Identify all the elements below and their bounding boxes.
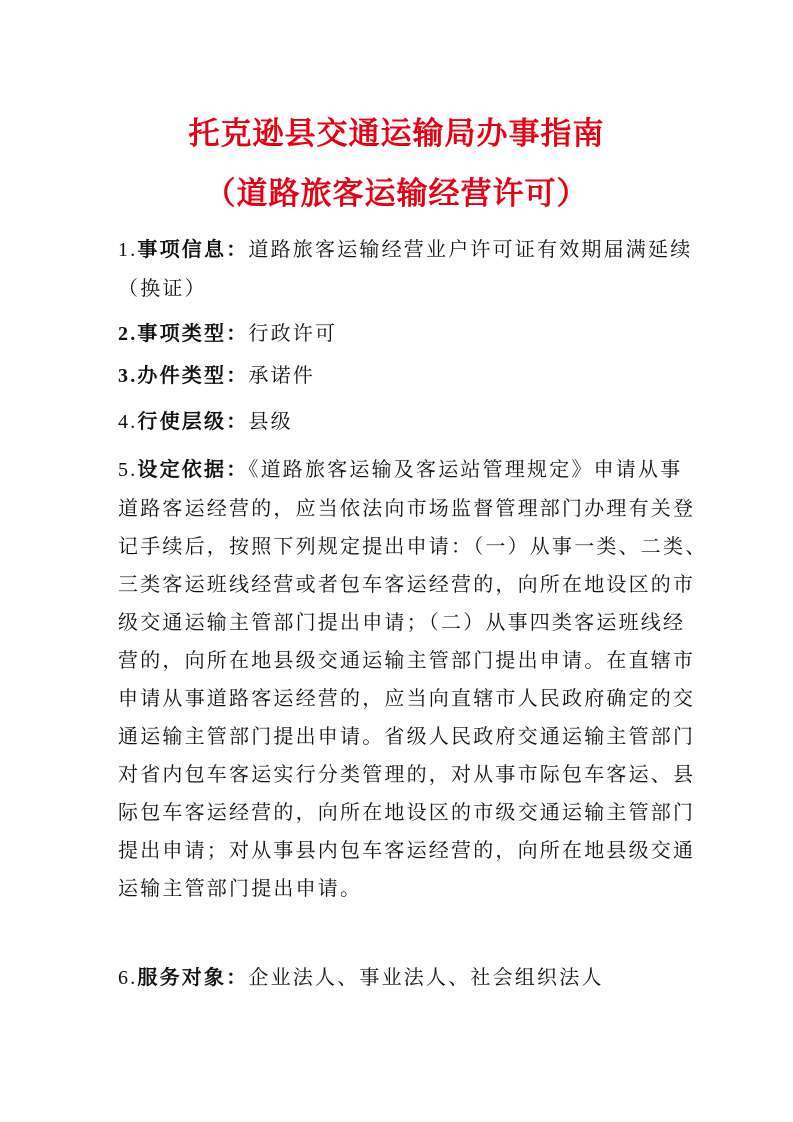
section-text: （换证） <box>118 276 207 300</box>
section-label: 服务对象： <box>137 965 249 989</box>
section-text: 级交通运输主管部门提出申请；（二）从事四类客运班线经 <box>118 610 686 634</box>
section-text: 《道路旅客运输及客运站管理规定》申请从事 <box>248 457 683 481</box>
section-level <box>118 402 678 441</box>
section-number: 6. <box>118 967 138 989</box>
section-text: 行政许可 <box>248 321 338 345</box>
section-text: 通运输主管部门提出申请。省级人民政府交通运输主管部门 <box>118 724 696 748</box>
section-text: 县级 <box>248 409 293 433</box>
section-number: 3. <box>118 365 138 387</box>
section-label: 事项类型： <box>137 321 249 345</box>
section-text: 记手续后，按照下列规定提出申请：（一）从事一类、二类、 <box>118 534 708 558</box>
section-service-target <box>118 958 678 997</box>
document-subtitle: （道路旅客运输经营许可） <box>204 176 589 212</box>
section-text: 运输主管部门提出申请。 <box>118 876 363 900</box>
section-text: 际包车客运经营的，向所在地设区的市级交通运输主管部门 <box>118 800 696 824</box>
section-item-type <box>118 314 678 353</box>
section-line <box>118 402 678 441</box>
section-text: 三类客运班线经营或者包车客运经营的，向所在地设区的市 <box>118 572 696 596</box>
section-label: 设定依据： <box>137 457 249 481</box>
section-text: 道路旅客运输经营业户许可证有效期届满延续 <box>248 237 693 261</box>
section-text: 道路客运经营的，应当依法向市场监督管理部门办理有关登 <box>118 496 696 520</box>
section-text: 企业法人、事业法人、社会组织法人 <box>248 965 604 989</box>
section-number: 4. <box>118 411 138 433</box>
section-line <box>118 314 678 353</box>
section-text: 提出申请；对从事县内包车客运经营的，向所在地县级交通 <box>118 838 696 862</box>
section-label: 办件类型： <box>137 363 249 387</box>
section-item-info <box>118 230 693 307</box>
section-text: 对省内包车客运实行分类管理的，对从事市际包车客运、县 <box>118 762 696 786</box>
section-number: 2. <box>118 323 138 345</box>
section-label: 行使层级： <box>137 409 249 433</box>
section-number: 5. <box>118 459 138 481</box>
section-text: 申请从事道路客运经营的，应当向直辖市人民政府确定的交 <box>118 686 696 710</box>
section-line <box>118 450 683 489</box>
section-case-type <box>118 356 678 395</box>
section-legal-basis <box>118 450 708 907</box>
section-line <box>118 958 678 997</box>
section-number: 1. <box>118 239 138 261</box>
section-line <box>118 230 693 269</box>
document-title: 托克逊县交通运输局办事指南 <box>188 116 605 152</box>
section-text: 承诺件 <box>248 363 316 387</box>
section-label: 事项信息： <box>137 237 249 261</box>
section-text: 营的，向所在地县级交通运输主管部门提出申请。在直辖市 <box>118 648 696 672</box>
section-line <box>118 356 678 395</box>
